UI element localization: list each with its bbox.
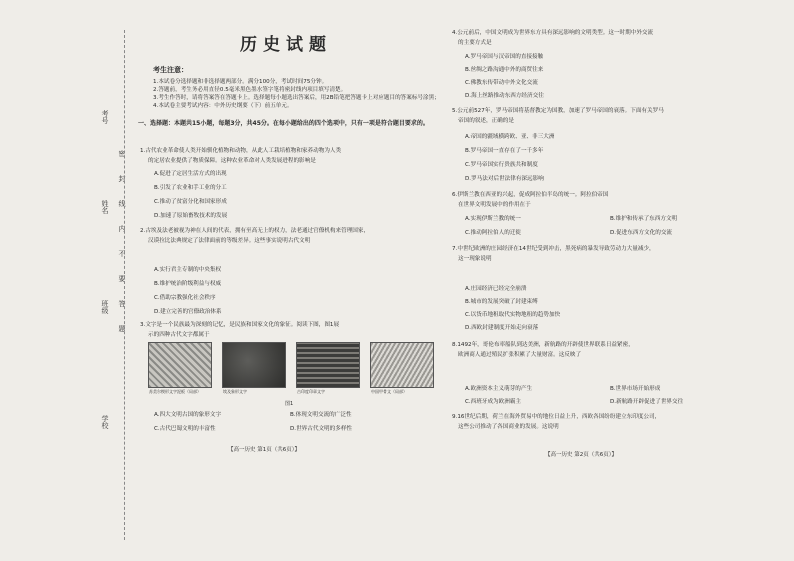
- question-stem: 帝国的叙述，正确的是: [458, 118, 514, 124]
- label-name: 姓名: [101, 200, 109, 214]
- section-heading: 一、选择题：本题共15小题，每题3分，共45分。在每小题给出的四个选项中，只有一项是符合题目要求的。: [138, 120, 429, 127]
- figure-caption: 埃及象形文字: [223, 389, 247, 394]
- label-school: 学校: [101, 415, 109, 429]
- question-stem: 5.公元前527年，罗马帝国将基督教定为国教，加速了罗马帝国的衰落。下面有关罗马: [452, 108, 664, 114]
- question-option: B.罗马帝国一直存在了一千多年: [465, 148, 544, 154]
- question-stem: 在世界文明发展中的作用在于: [458, 202, 531, 208]
- question-option: B.维护统治阶级利益与权威: [154, 281, 222, 287]
- question-stem: 9.16世纪后期，荷兰在海外贸易中的地位日益上升，西欧各国纷纷建立东印度公司，: [452, 414, 661, 420]
- question-option: D.海上丝路推动东西方经济交往: [465, 93, 544, 99]
- question-stem: 这些公司推动了各国商业的发展。这说明: [458, 424, 559, 430]
- figure-caption: 古印度印章文字: [297, 389, 325, 394]
- question-option: D.促进东西方文化的交流: [610, 230, 673, 236]
- question-option: D.罗马法对后世法律有深远影响: [465, 176, 544, 182]
- question-option: C.西班牙成为欧洲霸主: [465, 399, 522, 405]
- seal-mark: 封: [118, 175, 126, 182]
- question-stem: 4.公元前后，中国文明成为世界东方具有深远影响的文明类型。这一时期中外交流: [452, 30, 654, 36]
- question-option: A.欧洲资本主义萌芽的产生: [465, 386, 533, 392]
- figure-caption: 苏美尔楔形文字泥板（局部）: [149, 389, 201, 394]
- page-title: 历史试题: [240, 35, 332, 55]
- question-option: A.罗马帝国与汉帝国的直接接触: [465, 54, 544, 60]
- question-option: C.佛教东传带动中外文化交流: [465, 80, 538, 86]
- seal-mark: 答: [118, 300, 126, 307]
- notice-item: 1.本试卷分选择题和非选择题两部分。满分100分，考试时间75分钟。: [153, 79, 328, 85]
- question-option: C.推动了贫富分化和国家形成: [154, 199, 227, 205]
- question-option: B.世界市场开始形成: [610, 386, 661, 392]
- question-stem: 3.文字是一个民族最为深刻的记忆，是民族和国家文化的象征。阅读下图，图1展: [140, 322, 340, 328]
- question-stem: 1.古代农业革命使人类开始驯化植物和动物，从此人工栽培植物和家养动物为人类: [140, 148, 342, 154]
- question-stem: 示的四种古代文字都属于: [148, 332, 210, 338]
- seal-mark: 要: [118, 275, 126, 282]
- seal-mark: 题: [118, 325, 126, 332]
- label-class: 班级: [101, 300, 109, 314]
- figure-caption: 中国甲骨文（局部）: [371, 389, 407, 394]
- question-option: A.实行君主专制的中央集权: [154, 267, 222, 273]
- question-option: B.丝绸之路沟通中外的商贸往来: [465, 67, 544, 73]
- question-option: C.借助宗教强化社会秩序: [154, 295, 216, 301]
- seal-line: [124, 30, 125, 540]
- question-stem: 6.伊斯兰教在西亚的兴起，促成阿拉伯半岛的统一。阿拉伯帝国: [452, 192, 609, 198]
- question-option: A.实现伊斯兰教的统一: [465, 216, 521, 222]
- question-option: C.推动阿拉伯人的迁徙: [465, 230, 522, 236]
- question-option: A.促进了定居生活方式的出现: [154, 171, 227, 177]
- question-option: D.加速了原始畜牧技术的发展: [154, 213, 228, 219]
- question-stem: 这一现象说明: [458, 256, 492, 262]
- seal-mark: 密: [118, 150, 126, 157]
- question-option: C.以货币地租取代实物地租的趋势加快: [465, 312, 561, 318]
- question-option: D.新航路开辟促进了世界交往: [610, 399, 684, 405]
- page-footer: 【高一历史 第2页（共6页）】: [545, 452, 617, 458]
- question-option: D.世界古代文明的多样性: [290, 426, 353, 432]
- binding-margin: [0, 0, 135, 561]
- question-stem: 欧洲商人通过殖民扩张积累了大量财富。这反映了: [458, 352, 582, 358]
- question-stem: 的主要方式是: [458, 40, 492, 46]
- question-option: B.体现文明交流的广泛性: [290, 412, 352, 418]
- notice-item: 4.本试卷主要考试内容：中外历史纲要（下）前五单元。: [153, 103, 293, 109]
- figure-1: [148, 342, 438, 394]
- question-option: C.罗马帝国实行贵族共和制度: [465, 162, 538, 168]
- question-option: B.城市的发展突破了封建束缚: [465, 299, 538, 305]
- question-option: A.四大文明古国的象形文字: [154, 412, 222, 418]
- question-stem: 2.古埃及法老被视为神在人间的代表，拥有至高无上的权力，法老通过官僚机构来管理国家，: [140, 228, 370, 234]
- question-option: B.引发了农业和手工业的分工: [154, 185, 227, 191]
- question-stem: 7.中世纪欧洲的庄园经济在14世纪受到冲击，黑死病的暴发导致劳动力大量减少，: [452, 246, 655, 252]
- question-option: D.建立完善的官僚政治体系: [154, 309, 222, 315]
- notice-item: 3.考生作答时，请将答案答在答题卡上。选择题每小题选出答案后，用2B铅笔把答题卡上对应题目的答案标号涂黑；: [153, 95, 440, 101]
- seal-mark: 内: [118, 225, 126, 232]
- seal-mark: 线: [118, 200, 126, 207]
- question-stem: 汉谟拉比法典规定了法律面前的等级差异。这些事实说明古代文明: [148, 238, 311, 244]
- question-option: B.维护和传承了东西方文明: [610, 216, 678, 222]
- question-stem: 8.1492年，哥伦布率船队到达美洲，新航路的开辟使世界联系日益紧密，: [452, 342, 634, 348]
- indus-seal-image: [296, 342, 360, 394]
- oracle-bone-image: [370, 342, 434, 394]
- page-footer: 【高一历史 第1页（共6页）】: [228, 447, 300, 453]
- question-option: A.帝国的疆域横跨欧、亚、非三大洲: [465, 134, 555, 140]
- question-stem: 的定居农业提供了物质保障。这种农业革命对人类发展进程的影响是: [148, 158, 316, 164]
- question-option: D.西欧封建制度开始走向衰落: [465, 325, 539, 331]
- question-option: C.古代巴蜀文明的丰富性: [154, 426, 216, 432]
- label-exam-number: 考号: [101, 110, 109, 124]
- question-option: A.庄园经济已经完全崩溃: [465, 286, 527, 292]
- notice-heading: 考生注意：: [153, 66, 188, 74]
- figure-label: 图1: [285, 401, 294, 407]
- notice-item: 2.答题前，考生务必用直径0.5毫米黑色墨水签字笔将密封线内项目填写清楚。: [153, 87, 347, 93]
- egyptian-hieroglyph-image: [222, 342, 286, 394]
- cuneiform-tablet-image: [148, 342, 212, 394]
- seal-mark: 不: [118, 250, 126, 257]
